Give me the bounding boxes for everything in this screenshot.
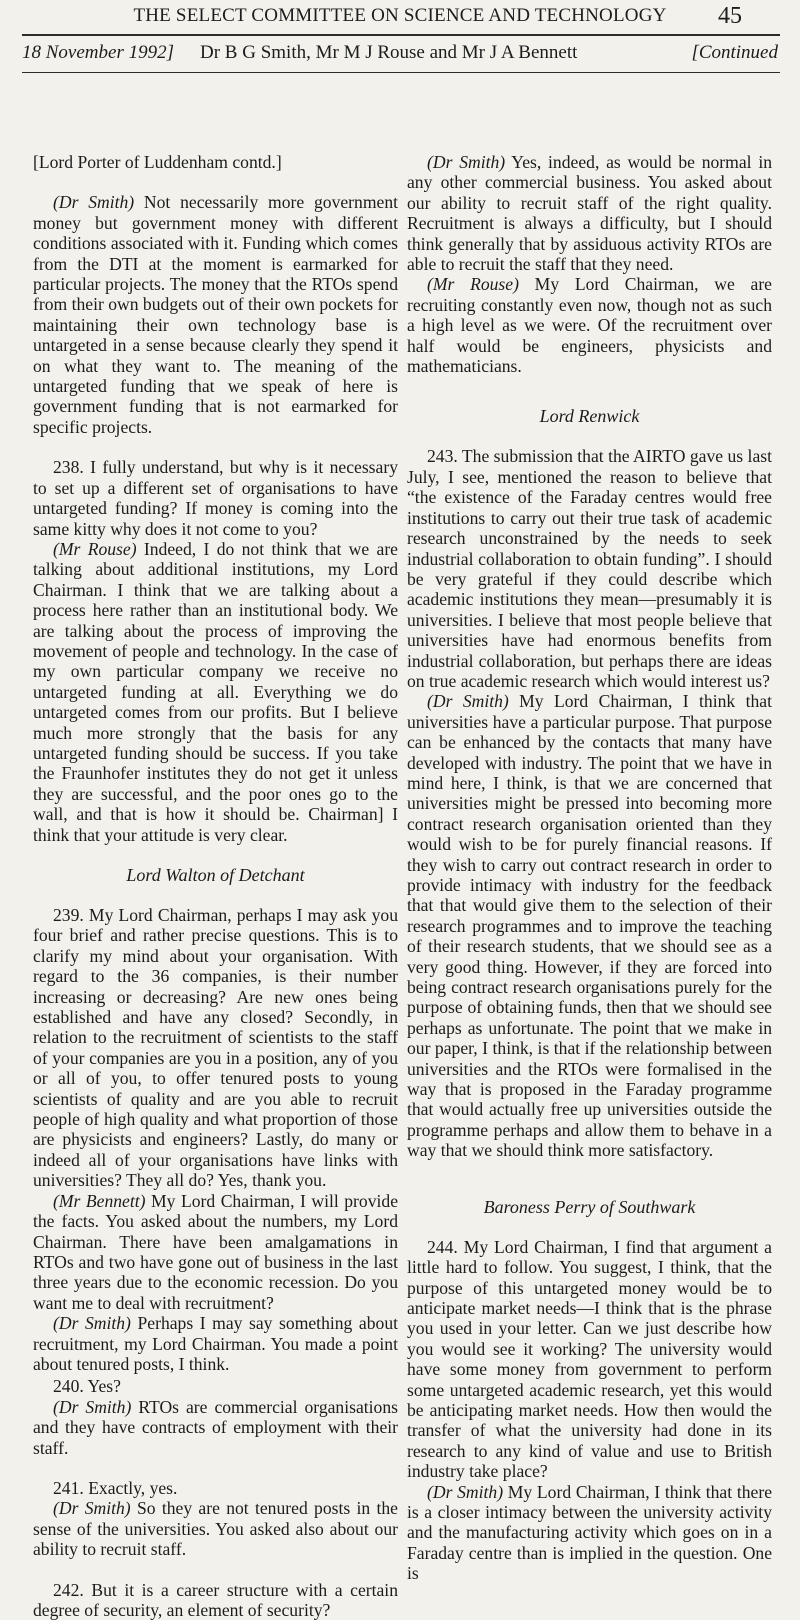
speaker: (Mr Rouse): [53, 538, 137, 559]
continued-label: [Continued: [691, 42, 778, 63]
right-column: [407, 152, 772, 1584]
speaker: (Dr Smith): [427, 1481, 504, 1502]
speaker: (Dr Smith): [427, 152, 506, 172]
header-rule-bottom: [22, 72, 780, 73]
speaker: (Dr Smith): [53, 1396, 132, 1417]
header-rule-top: [22, 34, 780, 36]
speaker: (Dr Smith): [53, 192, 135, 213]
page-number: 45: [718, 3, 742, 29]
question-242: 242. But it is a career structure with a certain degree of security, an element of security?: [33, 1579, 398, 1620]
answer-paragraph: (Dr Smith) My Lord Chairman, I think that universities have a particular purpose. That purpose can be enhanced by the contacts that many have developed with industry. The point that we have in mind here, I think, is that we are concerned that universities might be pressed into becoming more contract research organisation oriented than they would wish to be for purely financial reasons. If they wish to carry out contract research in order to provide intimacy with industry for the feedback that that would give them to the selection of their research programmes and to improve the teaching of their research students, that we should see as a very good thing. However, if they are forced into being contract research organisations purely for the purpose of obtaining funds, then that we should see perhaps as unfortunate. The point that we make in our paper, I think, is that if the relationship between universities and the RTOs were formalised in the way that is proposed in the Faraday programme that would actually free up universities outside the programme perhaps and allow them to behave in a way that we should think more satisfactory.: [407, 691, 772, 1161]
speaker: (Dr Smith): [427, 691, 509, 712]
speaker: (Mr Rouse): [427, 274, 519, 295]
journal-title: THE SELECT COMMITTEE ON SCIENCE AND TECHNOLOGY: [133, 5, 667, 26]
speaker: (Dr Smith): [53, 1313, 131, 1334]
session-date: 18 November 1992]: [22, 42, 174, 63]
witness-list: Dr B G Smith, Mr M J Rouse and Mr J A Bennett: [200, 42, 578, 63]
bracket-note: [Lord Porter of Luddenham contd.]: [33, 152, 282, 172]
answer-paragraph: (Mr Rouse) My Lord Chairman, we are recruiting constantly even now, though not as such a high level as we were. Of the recruitment over half would be engineers, physicists and mathematicians.: [407, 274, 772, 377]
answer-paragraph: (Dr Smith) Perhaps I may say something about recruitment, my Lord Chairman. You made a point about tenured posts, I think.: [33, 1313, 399, 1374]
answer-paragraph: (Mr Rouse) Indeed, I do not think that we are talking about additional institutions, my Lord Chairman. I think that we are talking about a process here rather than an institutional body. We are talking about the process of improving the movement of people and technology. In the case of my own particular company we receive no untargeted funding at all. Everything we do untargeted comes from our profits. But I believe much more strongly that the basis for any untargeted funding should be success. If you take the Fraunhofer institutes they do not get it unless they are successful, and the poor ones go to the wall, and that is how it should be. Chairman] I think that your attitude is very clear.: [33, 538, 398, 845]
answer-paragraph: (Dr Smith) Not necessarily more government money but government money with different conditions associated with it. Funding which comes from the DTI at the moment is earmarked for particular projects. The money that the RTOs spend from their own budgets out of their own pockets for maintaining their own technology base is untargeted in a sense because clearly they spend it on what they want to. The meaning of the untargeted funding that we speak of here is government funding that is not earmarked for specific projects.: [33, 192, 399, 437]
question-243: 243. The submission that the AIRTO gave us last July, I see, mentioned the reason to believe that “the existence of the Faraday centres would free institutions to carry out their true task of academic research unconstrained by the needs to seek industrial collaboration to obtain funding”. I should be very grateful if they could describe which academic institutions they mean—presumably it is universities. I believe that most people believe that universities have had enormous benefits from industrial collaboration, but perhaps there are ideas on true academic research which would interest us?: [407, 446, 772, 691]
section-heading: Lord Walton of Detchant: [126, 865, 305, 885]
speaker: (Mr Bennett): [53, 1190, 146, 1211]
section-heading: Lord Renwick: [539, 406, 640, 427]
answer-paragraph: (Dr Smith) Yes, indeed, as would be normal in any other commercial business. You asked about our ability to recruit staff of the right quality. Recruitment is always a difficulty, but I should think generally that by assiduous activity RTOs are able to recruit the staff that they need.: [407, 152, 773, 275]
question-239: 239. My Lord Chairman, perhaps I may ask you four brief and rather precise questions. This is to clarify my mind about your organisation. With regard to the 36 companies, is their number increasing or decreasing? Are new ones being established and have any closed? Secondly, in relation to the recruitment of scientists to the staff of your companies are you in a position, any of you or all of you, to offer tenured posts to young scientists of quality and are you able to recruit people of high quality and what proportion of those are physicists and engineers? Lastly, do many or indeed all of your organisations have links with universities? They all do? Yes, thank you.: [33, 905, 398, 1191]
left-column: [33, 152, 398, 1620]
answer-paragraph: (Dr Smith) So they are not tenured posts in the sense of the universities. You asked also about our ability to recruit staff.: [33, 1498, 398, 1560]
answer-paragraph: (Dr Smith) My Lord Chairman, I think that there is a closer intimacy between the university activity and the manufacturing activity which goes on in a Faraday centre than is implied in the question. One is: [407, 1481, 772, 1584]
section-heading: Baroness Perry of Southwark: [483, 1196, 696, 1217]
answer-paragraph: (Dr Smith) RTOs are commercial organisations and they have contracts of employment with their staff.: [33, 1396, 398, 1458]
question-240: 240. Yes?: [53, 1376, 121, 1397]
answer-paragraph: (Mr Bennett) My Lord Chairman, I will provide the facts. You asked about the numbers, my Lord Chairman. There have been amalgamations in RTOs and two have gone out of business in the last three years due to the economic recession. Do you want me to deal with recruitment?: [33, 1190, 399, 1313]
question-241: 241. Exactly, yes.: [53, 1477, 178, 1498]
question-244: 244. My Lord Chairman, I find that argument a little hard to follow. You suggest, I think, that the purpose of this untargeted money would be to anticipate market needs—I think that is the phrase you used in your letter. Can we just describe how you would see it working? The university would have some money from government to perform some untargeted academic research, yet this would be anticipating market needs. How then would the transfer of what the university had done in its research to any kind of value and use to British industry take place?: [407, 1236, 772, 1482]
speaker: (Dr Smith): [53, 1498, 131, 1519]
question-238: 238. I fully understand, but why is it necessary to set up a different set of organisations to have untargeted funding? If money is coming into the same kitty why does it not come to you?: [33, 457, 398, 539]
